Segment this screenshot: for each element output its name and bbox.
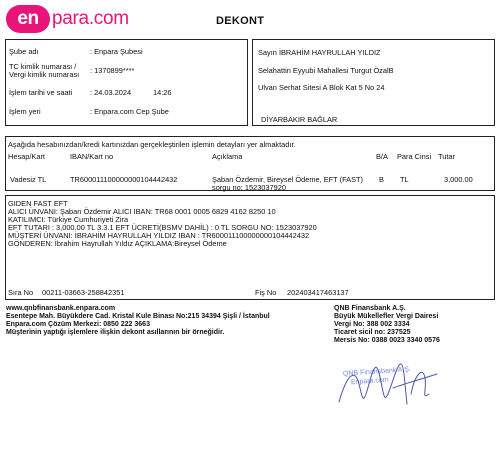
details-line: EFT TUTARI : 3,000.00 TL 3.3.1 EFT ÜCRETİ(BSMV DAHİL) : 0 TL SORGU NO: 1523037920 (8, 223, 317, 232)
details-box (5, 195, 495, 300)
tax-office: Büyük Mükellefler Vergi Dairesi (334, 313, 439, 320)
footer-company-info (334, 305, 440, 345)
account-info-box (5, 39, 248, 126)
trade-registry: Ticaret sicil no: 237525 (334, 329, 411, 336)
details-line: ALICI ÜNVANI: Şaban Özdemir ALICI IBAN: TR68 0001 0005 6829 4162 8250 10 (8, 207, 276, 216)
recipient-box (252, 39, 495, 126)
row-description-1: Şaban Özdemir, Bireysel Ödeme, EFT (FAST) (212, 175, 364, 184)
tax-number: Vergi No: 388 002 3334 (334, 321, 410, 328)
logo-badge: en (6, 5, 50, 33)
tc-value: : 1370899**** (90, 66, 135, 75)
footer-note: Müşterinin yaptığı işlemlere ilişkin dekont asıllarının bir örneğidir. (6, 329, 225, 336)
header-iban: IBAN/Kart no (70, 152, 114, 161)
row-ba: B (379, 175, 384, 184)
recipient-address-2: Ulvan Serhat Sitesi A Blok Kat 5 No 24 (258, 83, 385, 92)
company-name: QNB Finansbank A.Ş. (334, 305, 406, 312)
header-currency: Para Cinsi (397, 152, 432, 161)
branch-label: Şube adı (9, 47, 39, 56)
document-title: DEKONT (216, 15, 265, 27)
date-value: : 24.03.2024 (90, 88, 132, 97)
stamp-line-2: Enpara.com (350, 376, 389, 387)
slip-label: Fiş No (255, 288, 277, 297)
logo-word: para.com (52, 8, 129, 29)
details-line: KATILIMCI: Türkiye Cumhuriyeti Zira (8, 215, 129, 224)
time-value: 14:26 (153, 88, 172, 97)
row-description-2: sorgu no: 1523037920 (212, 183, 286, 192)
transaction-intro: Aşağıda hesabınızdan/kredi kartınızdan gerçekleştirilen işlemin detayları yer almaktadır. (8, 140, 296, 149)
header-ba: B/A (376, 152, 388, 161)
header-description: Açıklama (212, 152, 243, 161)
tc-label-2: Vergi kimlik numarası (9, 70, 80, 79)
row-iban: TR600011100000000104442432 (70, 175, 178, 184)
details-line: GÖNDEREN: İbrahim Hayrullah Yıldız AÇIKLAMA:Bireysel Ödeme (8, 239, 227, 248)
row-currency: TL (400, 175, 409, 184)
stamp-and-signature (333, 354, 443, 414)
row-amount: 3,000.00 (444, 175, 473, 184)
header-account: Hesap/Kart (8, 152, 45, 161)
recipient-city: DİYARBAKIR BAĞLAR (261, 115, 338, 124)
date-label: İşlem tarihi ve saati (9, 88, 73, 97)
footer-support: Enpara.com Çözüm Merkezi: 0850 222 3663 (6, 321, 150, 328)
slip-value: 202403417463137 (287, 288, 349, 297)
sequence-value: 00211-03663-258842351 (42, 288, 125, 297)
footer-bank-info (6, 305, 270, 337)
enpara-logo (6, 5, 129, 33)
tc-label-1: TC kimlik numarası / (9, 62, 77, 71)
footer-website: www.qnbfinansbank.enpara.com (6, 305, 116, 312)
details-line: GIDEN FAST EFT (8, 199, 68, 208)
sequence-label: Sıra No (8, 288, 34, 297)
place-label: İşlem yeri (9, 107, 41, 116)
recipient-address-1: Selahattin Eyyubi Mahallesi Turgut ÖzalB (258, 66, 394, 75)
branch-value: : Enpara Şubesi (90, 47, 143, 56)
details-line: MÜŞTERİ ÜNVANI: İBRAHİM HAYRULLAH YILDIZ IBAN : TR600011100000000104442432 (8, 231, 310, 240)
place-value: : Enpara.com Cep Şube (90, 107, 169, 116)
mersis-number: Mersis No: 0388 0023 3340 0576 (334, 337, 440, 344)
transaction-box (5, 136, 495, 191)
header-amount: Tutar (438, 152, 455, 161)
recipient-name: Sayın İBRAHİM HAYRULLAH YILDIZ (258, 48, 381, 57)
stamp-line-1: QNB Finansbank A.Ş. (342, 366, 412, 378)
footer-address: Esentepe Mah. Büyükdere Cad. Kristal Kule Binası No:215 34394 Şişli / İstanbul (6, 313, 270, 320)
row-account: Vadesiz TL (10, 175, 47, 184)
